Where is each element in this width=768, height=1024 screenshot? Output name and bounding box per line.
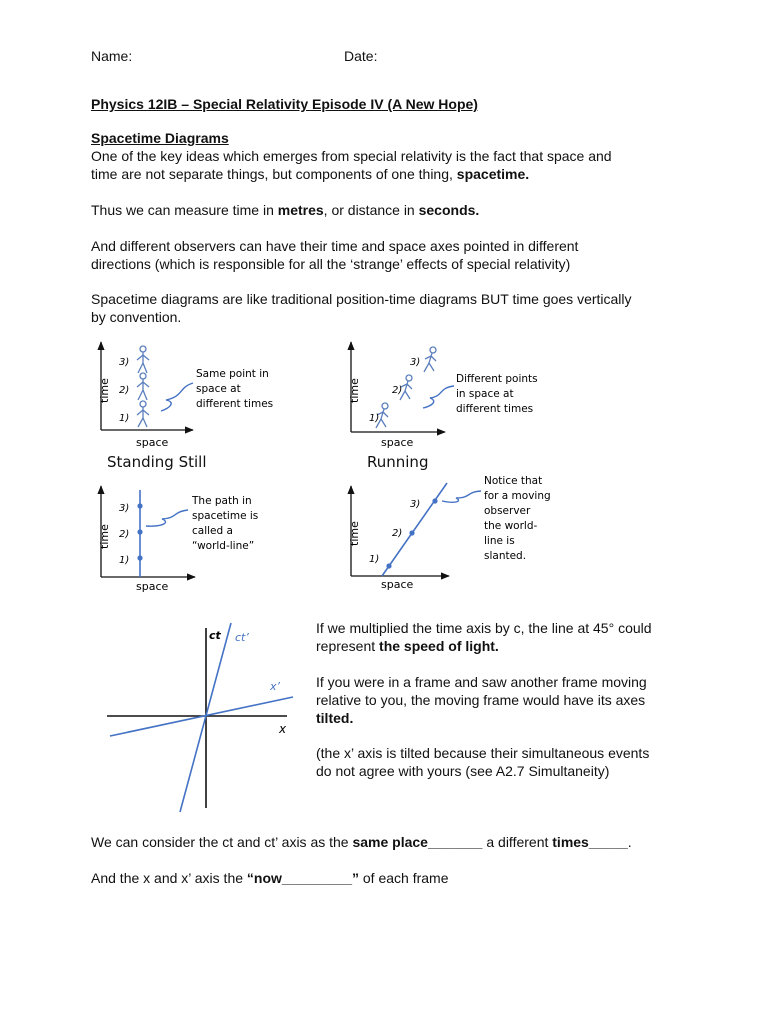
right-para-2-line-1: If you were in a frame and saw another frame moving [316,674,647,690]
figure-1 [137,401,149,427]
standing-note: Same point in space at different times [196,368,274,410]
paragraph-1-line-1: One of the key ideas which emerges from special relativity is the fact that space and [91,148,612,164]
marker-3: 3) [410,499,421,510]
r1-text: represent [316,638,380,654]
stick-figures [137,346,149,427]
marker-1: 1) [369,554,380,565]
pointer-arrow [423,386,454,408]
right-para-2-line-3: tilted. [316,710,354,726]
time-axis-label: time [98,524,111,549]
event-1 [386,563,391,568]
standing-still-caption: Standing Still [107,453,207,471]
right-para-1-line-1: If we multiplied the time axis by c, the line at 45° could [316,620,652,636]
ct-label: ct [209,629,221,642]
b2-text-a: And the x and x’ axis the [91,870,247,886]
p2-text-a: Thus we can measure time in [91,202,278,218]
event-3 [432,498,437,503]
marker-3: 3) [410,357,421,368]
paragraph-4-line-2: by convention. [91,309,182,325]
x-label: x [279,722,287,736]
event-2 [137,529,142,534]
bottom-line-1 [91,833,632,851]
marker-2: 2) [392,528,403,539]
paragraph-3-line-2: directions (which is responsible for all the ‘strange’ effects of special relativity) [91,256,571,272]
b1-text-c: . [627,834,632,850]
x-prime-label: x’ [270,680,281,693]
marker-1: 1) [119,555,130,566]
b2-bold-now: “now_________” [246,870,359,886]
right-para-2-line-2: relative to you, the moving frame would have its axes [316,692,646,708]
marker-2: 2) [119,529,130,540]
paragraph-1-line-2 [91,165,529,183]
b1-bold-times: times_____ [552,834,628,850]
marker-1: 1) [369,413,380,424]
paragraph-4-line-1: Spacetime diagrams are like traditional position-time diagrams BUT time goes vertically [91,291,632,307]
marker-2: 2) [392,385,403,396]
time-axis-label: time [348,521,361,546]
paragraph-2 [91,201,479,219]
section-heading: Spacetime Diagrams [91,130,229,146]
r1-bold: the speed of light. [379,638,499,654]
running-note: Different points in space at different times [456,373,538,415]
b1-text-a: We can consider the ct and ct’ axis as the [91,834,353,850]
pointer-arrow [442,491,481,502]
figure-3 [137,346,149,373]
running-figures [376,347,436,428]
world-line-note: The path in spacetime is called a “world-line” [192,495,259,552]
space-axis-label: space [381,436,414,449]
running-caption: Running [367,453,429,471]
b2-text-b: of each frame [359,870,449,886]
p2-text-c: , or distance in [323,202,419,218]
right-para-3-line-1: (the x’ axis is tilted because their simultaneous events [316,745,650,761]
world-line-diagram [88,482,288,602]
event-1 [137,555,142,560]
b1-text-b: a different [482,834,553,850]
right-para-3-line-2: do not agree with yours (see A2.7 Simultaneity) [316,763,610,779]
name-label: Name: [91,48,133,64]
marker-3: 3) [119,357,130,368]
pointer-arrow [161,383,193,411]
event-2 [409,530,414,535]
p1-text: time are not separate things, but components of one thing, [91,166,457,182]
time-axis-label: time [98,378,111,403]
p2-bold-seconds: seconds. [418,202,480,218]
bottom-line-2 [91,869,449,887]
marker-2: 2) [119,385,130,396]
document-title: Physics 12IB – Special Relativity Episode IV (A New Hope) [91,96,478,112]
space-axis-label: space [381,578,414,591]
slanted-note: Notice that for a moving observer the world- line is slanted. [484,475,551,562]
pointer-arrow [146,510,188,526]
date-label: Date: [344,48,378,64]
event-3 [137,503,142,508]
space-axis-label: space [136,580,169,593]
p1-bold: spacetime. [456,166,530,182]
paragraph-3-line-1: And different observers can have their time and space axes pointed in different [91,238,579,254]
ct-prime-label: ct’ [235,631,249,644]
time-axis-label: time [348,378,361,403]
p2-bold-metres: metres [277,202,324,218]
space-axis-label: space [136,436,169,449]
marker-3: 3) [119,503,130,514]
figure-2 [137,373,149,400]
b1-bold-same-place: same place_______ [352,834,483,850]
right-para-1-line-2 [316,637,499,655]
slanted-world-line-diagram [338,470,558,600]
marker-1: 1) [119,413,130,424]
minkowski-diagram [105,620,305,815]
runner-3 [424,347,436,372]
